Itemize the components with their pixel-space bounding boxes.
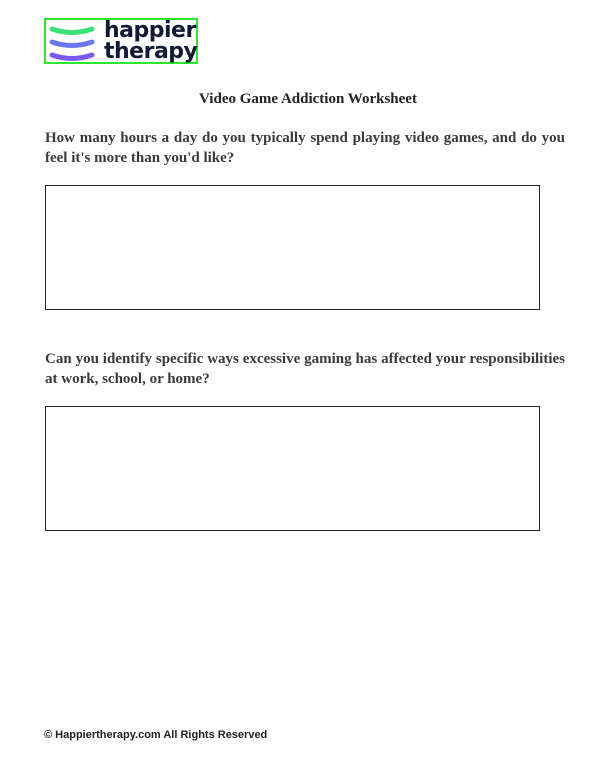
question-2: Can you identify specific ways excessive gaming has affected your responsibilities at work, school, or home? xyxy=(45,351,565,387)
copyright-footer: © Happiertherapy.com All Rights Reserved xyxy=(44,729,268,741)
answer-box-1[interactable] xyxy=(45,185,540,310)
answer-box-2[interactable] xyxy=(45,406,540,531)
question-1: How many hours a day do you typically spend playing video games, and do you feel it's more than you'd like? xyxy=(45,130,565,166)
worksheet-title: Video Game Addiction Worksheet xyxy=(199,91,417,107)
logo-waves-icon xyxy=(46,20,106,64)
logo-text-line2: therapy xyxy=(104,39,198,64)
logo-text-line1: happier xyxy=(104,18,196,43)
happier-therapy-logo xyxy=(44,18,198,64)
